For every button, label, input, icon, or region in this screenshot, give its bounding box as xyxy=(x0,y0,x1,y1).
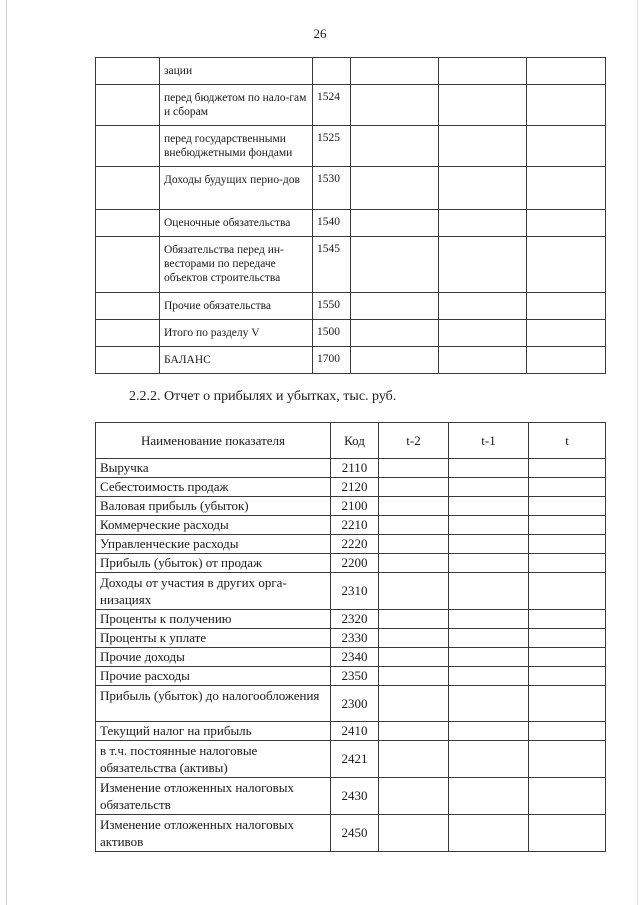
table-row xyxy=(96,722,606,741)
row-name: Прибыль (убыток) до налогообложения xyxy=(96,686,331,722)
row-name: Прибыль (убыток) от продаж xyxy=(96,554,331,573)
row-name: Изменение отложенных налоговых обязательств xyxy=(96,778,331,815)
row-code: 1524 xyxy=(313,85,351,126)
row-code: 2200 xyxy=(331,554,379,573)
row-code: 1550 xyxy=(313,293,351,320)
table-row xyxy=(96,459,606,478)
row-name: Валовая прибыль (убыток) xyxy=(96,497,331,516)
table-row xyxy=(96,815,606,852)
row-code: 2110 xyxy=(331,459,379,478)
table-row xyxy=(96,497,606,516)
row-name: Прочие обязательства xyxy=(160,293,313,320)
row-code xyxy=(313,58,351,85)
table-row xyxy=(96,210,606,237)
row-name: Итого по разделу V xyxy=(160,320,313,347)
table-row xyxy=(96,648,606,667)
section-heading: 2.2.2. Отчет о прибылях и убытках, тыс. руб. xyxy=(129,389,397,404)
row-code: 1700 xyxy=(313,347,351,374)
row-code: 1525 xyxy=(313,126,351,167)
row-name: Себестоимость продаж xyxy=(96,478,331,497)
table-row xyxy=(96,320,606,347)
row-name: Проценты к получению xyxy=(96,610,331,629)
table-row xyxy=(96,237,606,293)
table-row xyxy=(96,58,606,85)
row-name: перед государственными внебюджетными фондами xyxy=(160,126,313,167)
table-row xyxy=(96,516,606,535)
row-name: Изменение отложенных налоговых активов xyxy=(96,815,331,852)
row-name: Обязательства перед ин-весторами по передаче объектов строительства xyxy=(160,237,313,293)
row-name: Оценочные обязательства xyxy=(160,210,313,237)
row-code: 2350 xyxy=(331,667,379,686)
row-name: в т.ч. постоянные налоговые обязательства (активы) xyxy=(96,741,331,778)
row-name: Прочие расходы xyxy=(96,667,331,686)
table-row xyxy=(96,85,606,126)
row-code: 2430 xyxy=(331,778,379,815)
table-row xyxy=(96,741,606,778)
table-row xyxy=(96,478,606,497)
row-name: Коммерческие расходы xyxy=(96,516,331,535)
table-header-row xyxy=(96,423,606,459)
row-name: Проценты к уплате xyxy=(96,629,331,648)
profit-loss-table xyxy=(95,422,606,852)
row-code: 2340 xyxy=(331,648,379,667)
scan-edge-left xyxy=(6,0,7,905)
table-row xyxy=(96,667,606,686)
row-code: 2300 xyxy=(331,686,379,722)
row-code: 2120 xyxy=(331,478,379,497)
row-code: 1530 xyxy=(313,167,351,210)
row-code: 2310 xyxy=(331,573,379,610)
header-name: Наименование показателя xyxy=(96,423,331,459)
row-name: перед бюджетом по нало-гам и сборам xyxy=(160,85,313,126)
table-row xyxy=(96,293,606,320)
row-name: зации xyxy=(160,58,313,85)
table-row xyxy=(96,629,606,648)
table-row xyxy=(96,535,606,554)
row-name: Прочие доходы xyxy=(96,648,331,667)
table-row xyxy=(96,573,606,610)
header-t-1: t-1 xyxy=(449,423,529,459)
row-name: Доходы будущих перио-дов xyxy=(160,167,313,210)
table-row xyxy=(96,126,606,167)
row-code: 1540 xyxy=(313,210,351,237)
balance-table xyxy=(95,57,606,374)
row-code: 2220 xyxy=(331,535,379,554)
row-code: 2450 xyxy=(331,815,379,852)
row-name: Управленческие расходы xyxy=(96,535,331,554)
row-code: 2410 xyxy=(331,722,379,741)
row-name: Текущий налог на прибыль xyxy=(96,722,331,741)
row-code: 2100 xyxy=(331,497,379,516)
table-row xyxy=(96,686,606,722)
row-name: Доходы от участия в других орга-низациях xyxy=(96,573,331,610)
row-code: 2330 xyxy=(331,629,379,648)
row-code: 1545 xyxy=(313,237,351,293)
row-name: БАЛАНС xyxy=(160,347,313,374)
row-code: 2320 xyxy=(331,610,379,629)
scan-edge-right xyxy=(637,0,638,905)
header-code: Код xyxy=(331,423,379,459)
header-t: t xyxy=(529,423,606,459)
row-name: Выручка xyxy=(96,459,331,478)
page-number: 26 xyxy=(313,26,327,41)
table-row xyxy=(96,610,606,629)
row-code: 1500 xyxy=(313,320,351,347)
table-row xyxy=(96,347,606,374)
row-code: 2421 xyxy=(331,741,379,778)
table-row xyxy=(96,167,606,210)
header-t-2: t-2 xyxy=(379,423,449,459)
table-row xyxy=(96,554,606,573)
table-row xyxy=(96,778,606,815)
row-code: 2210 xyxy=(331,516,379,535)
